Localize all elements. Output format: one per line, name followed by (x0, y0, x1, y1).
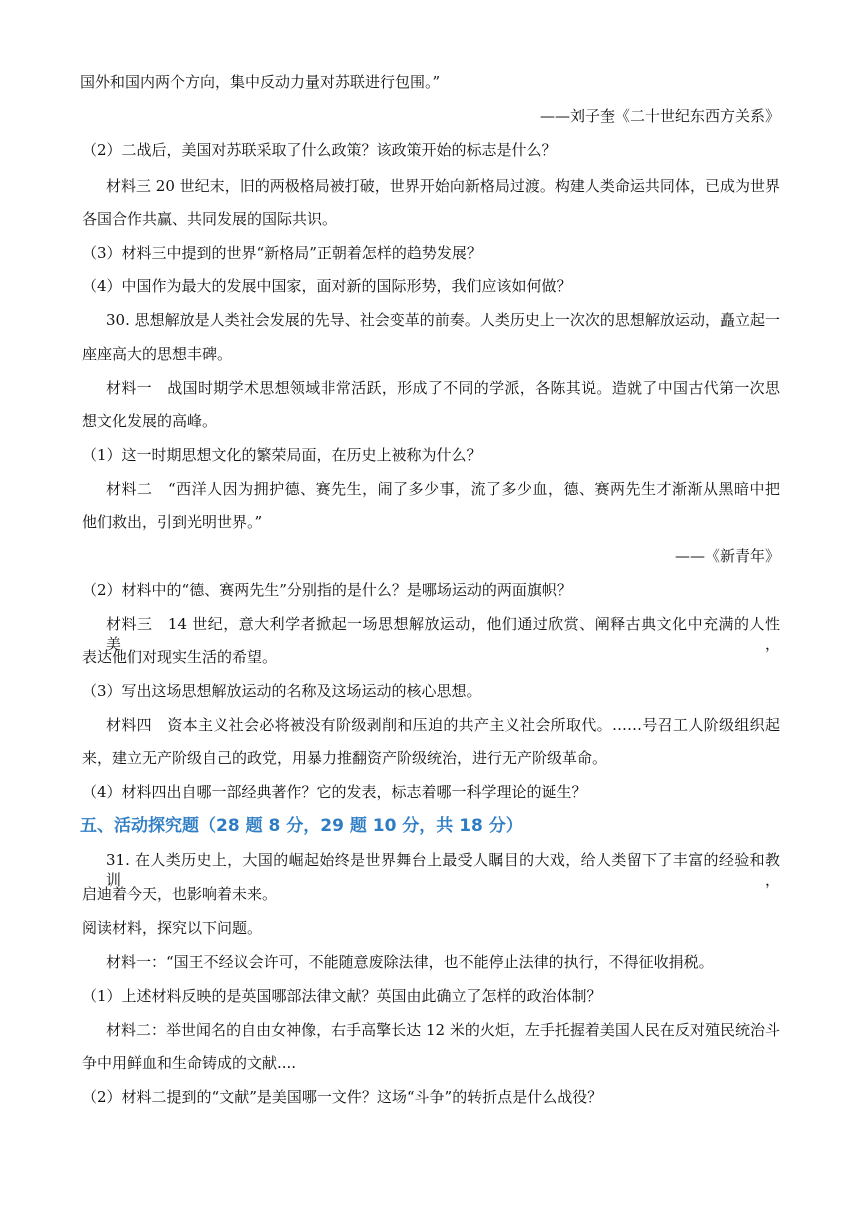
citation: ——刘子奎《二十世纪东西方关系》 (539, 107, 780, 125)
question-text: （2）材料二提到的“文献”是美国哪一文件？这场“斗争”的转折点是什么战役？ (82, 1088, 603, 1106)
question-text: （2）材料中的“德、赛两先生”分别指的是什么？是哪场运动的两面旗帜？ (82, 581, 572, 599)
material-text: 材料四 资本主义社会必将被没有阶级剥削和压迫的共产主义社会所取代。……号召工人阶级组织起 (106, 716, 780, 734)
material-text: 材料三 14 世纪，意大利学者掀起一场思想解放运动，他们通过欣赏、阐释古典文化中充满的人性美， (106, 615, 780, 653)
question-text: （1）上述材料反映的是英国哪部法律文献？英国由此确立了怎样的政治体制？ (82, 987, 602, 1005)
question-intro: 30. 思想解放是人类社会发展的先导、社会变革的前奏。人类历史上一次次的思想解放运动，矗立起一 (106, 311, 780, 329)
material-text: 材料二：举世闻名的自由女神像，右手高擎长达 12 米的火炬，左手托握着美国人民在反对殖民统治斗 (106, 1021, 780, 1039)
material-text: 材料三 20 世纪末，旧的两极格局被打破，世界开始向新格局过渡。构建人类命运共同体，已成为世界 (106, 177, 780, 195)
question-intro: 座座高大的思想丰碑。 (82, 345, 233, 363)
question-text: （4）中国作为最大的发展中国家，面对新的国际形势，我们应该如何做？ (82, 277, 572, 295)
material-text: 表达他们对现实生活的希望。 (82, 648, 278, 666)
material-text: 材料一：“国王不经议会许可，不能随意废除法律，也不能停止法律的执行，不得征收捐税。 (106, 953, 714, 971)
material-text: 来，建立无产阶级自己的政党，用暴力推翻资产阶级统治，进行无产阶级革命。 (82, 749, 608, 767)
question-text: （1）这一时期思想文化的繁荣局面，在历史上被称为什么？ (82, 446, 482, 464)
question-text: （2）二战后，美国对苏联采取了什么政策？该政策开始的标志是什么？ (82, 141, 557, 159)
material-text: 他们救出，引到光明世界。” (82, 513, 263, 531)
section-heading: 五、活动探究题（28 题 8 分，29 题 10 分，共 18 分） (80, 816, 523, 836)
material-text: 争中用鲜血和生命铸成的文献.... (82, 1054, 297, 1072)
material-text: 各国合作共赢、共同发展的国际共识。 (82, 210, 338, 228)
instruction-text: 阅读材料，探究以下问题。 (82, 919, 263, 937)
material-text: 材料一 战国时期学术思想领域非常活跃，形成了不同的学派，各陈其说。造就了中国古代第一次思 (106, 379, 780, 397)
question-text: （3）写出这场思想解放运动的名称及这场运动的核心思想。 (82, 682, 482, 700)
question-intro: 31. 在人类历史上，大国的崛起始终是世界舞台上最受人瞩目的大戏，给人类留下了丰富的经验和教训， (106, 851, 780, 889)
question-text: （4）材料四出自哪一部经典著作？它的发表，标志着哪一科学理论的诞生？ (82, 783, 587, 801)
material-text: 想文化发展的高峰。 (82, 412, 218, 430)
material-text: 材料二 “西洋人因为拥护德、赛先生，闹了多少事，流了多少血，德、赛两先生才渐渐从黑暗中把 (106, 480, 780, 498)
text-line: 国外和国内两个方向，集中反动力量对苏联进行包围。” (80, 73, 441, 91)
question-intro: 启迪着今天，也影响着未来。 (82, 885, 278, 903)
question-text: （3）材料三中提到的世界“新格局”正朝着怎样的趋势发展？ (82, 244, 482, 262)
citation: ——《新青年》 (674, 547, 780, 565)
